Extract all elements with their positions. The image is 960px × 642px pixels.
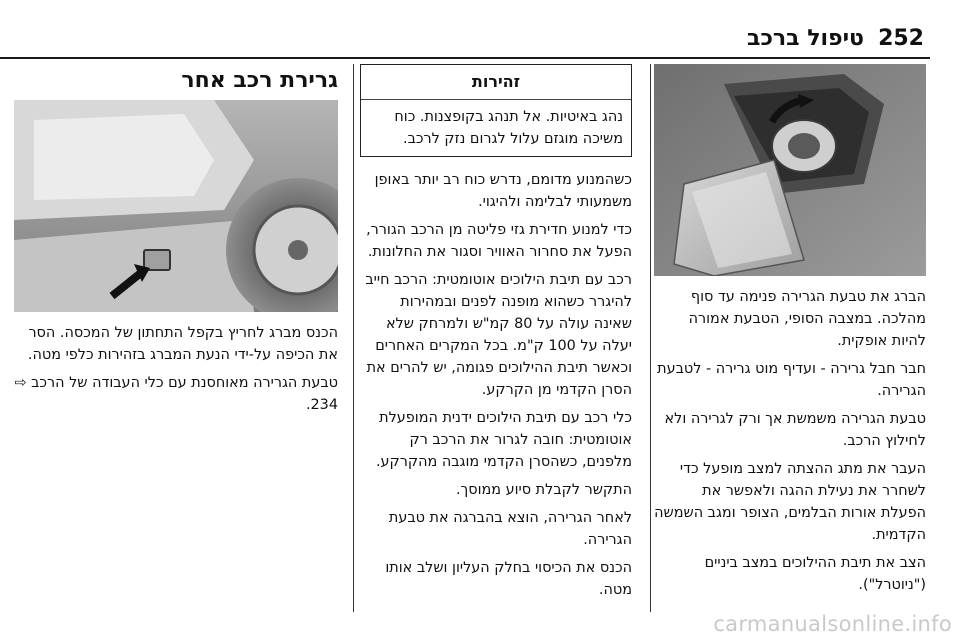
paragraph: חבר חבל גרירה - ועדיף מוט גרירה - לטבעת הגרירה. <box>657 361 926 399</box>
page-header <box>0 26 960 54</box>
header-rule <box>0 57 930 59</box>
column-divider <box>650 64 651 612</box>
caution-text: נהג באיטיות. אל תנהג בקופצנות. כוח משיכה מוגזם עלול לגרום נזק לרכב. <box>394 109 623 147</box>
column-middle <box>360 64 632 607</box>
paragraph: רכב עם תיבת הילוכים אוטומטית: הרכב חייב להיגרר כשהוא מופנה לפנים ובמהירות שאינה עולה על 80 קמ"ש ולמרחק שלא יעלה על 100 ק"מ. בכל המקרים האחרים וכאשר תיבת ההילוכים פגומה, יש להרים את הסרן הקדמי מן הקרקע. <box>365 272 632 398</box>
paragraph: הצב את תיבת ההילוכים במצב ביניים ("ניוטרל"). <box>704 555 926 593</box>
paragraph: כלי רכב עם תיבת הילוכים ידנית המופעלת אוטומטית: חובה לגרור את הרכב רק מלפנים, כשהסרן הקדמי מוגבה מהקרקע. <box>375 410 632 470</box>
paragraph: הברג את טבעת הגרירה פנימה עד סוף מהלכה. במצבה הסופי, הטבעת אמורה להיות אופקית. <box>688 289 926 349</box>
watermark: carmanualsonline.info <box>713 612 952 636</box>
caution-box <box>360 64 632 157</box>
paragraph: טבעת הגרירה משמשת אך ורק לגרירה ולא לחילוץ הרכב. <box>664 411 926 449</box>
paragraph: לאחר הגרירה, הוצא בהברגה את טבעת הגרירה. <box>388 510 632 548</box>
caution-title: זהירות <box>361 65 631 100</box>
rear-bumper-photo <box>14 100 338 312</box>
rear-bumper-illustration <box>14 100 338 312</box>
paragraph: העבר את מתג ההצתה למצב מופעל כדי לשחרר את נעילת ההגה ולאפשר את הפעלת אורות הבלמים, הצופר ומגב השמשה הקדמית. <box>654 461 926 543</box>
tow-eye-illustration <box>654 64 926 276</box>
page-title: טיפול ברכב <box>747 26 864 51</box>
section-title: גרירת רכב אחר <box>181 68 338 93</box>
paragraph: התקשר לקבלת סיוע ממוסך. <box>455 482 632 498</box>
paragraph: הכנס את הכיסוי בחלק העליון ושלב אותו מטה. <box>385 560 632 598</box>
column-right <box>654 64 926 602</box>
paragraph: כשהמנוע מדומם, נדרש כוח רב יותר באופן משמעותי לבלימה ולהיגוי. <box>374 172 632 210</box>
paragraph: כדי למנוע חדירת גזי פליטה מן הרכב הגורר, הפעל את סחרור האוויר וסגור את החלונות. <box>366 222 632 260</box>
column-divider <box>353 64 354 612</box>
paragraph: טבעת הגרירה מאוחסנת עם כלי העבודה של הרכב ⇨ 234. <box>14 375 338 413</box>
paragraph: הכנס מברג לחריץ בקפל התחתון של המכסה. הסר את הכיפה על-ידי הנעת המברג בזהירות כלפי מטה. <box>27 325 338 363</box>
page-number: 252 <box>878 26 924 51</box>
tow-eye-photo <box>654 64 926 276</box>
column-left <box>14 64 338 422</box>
